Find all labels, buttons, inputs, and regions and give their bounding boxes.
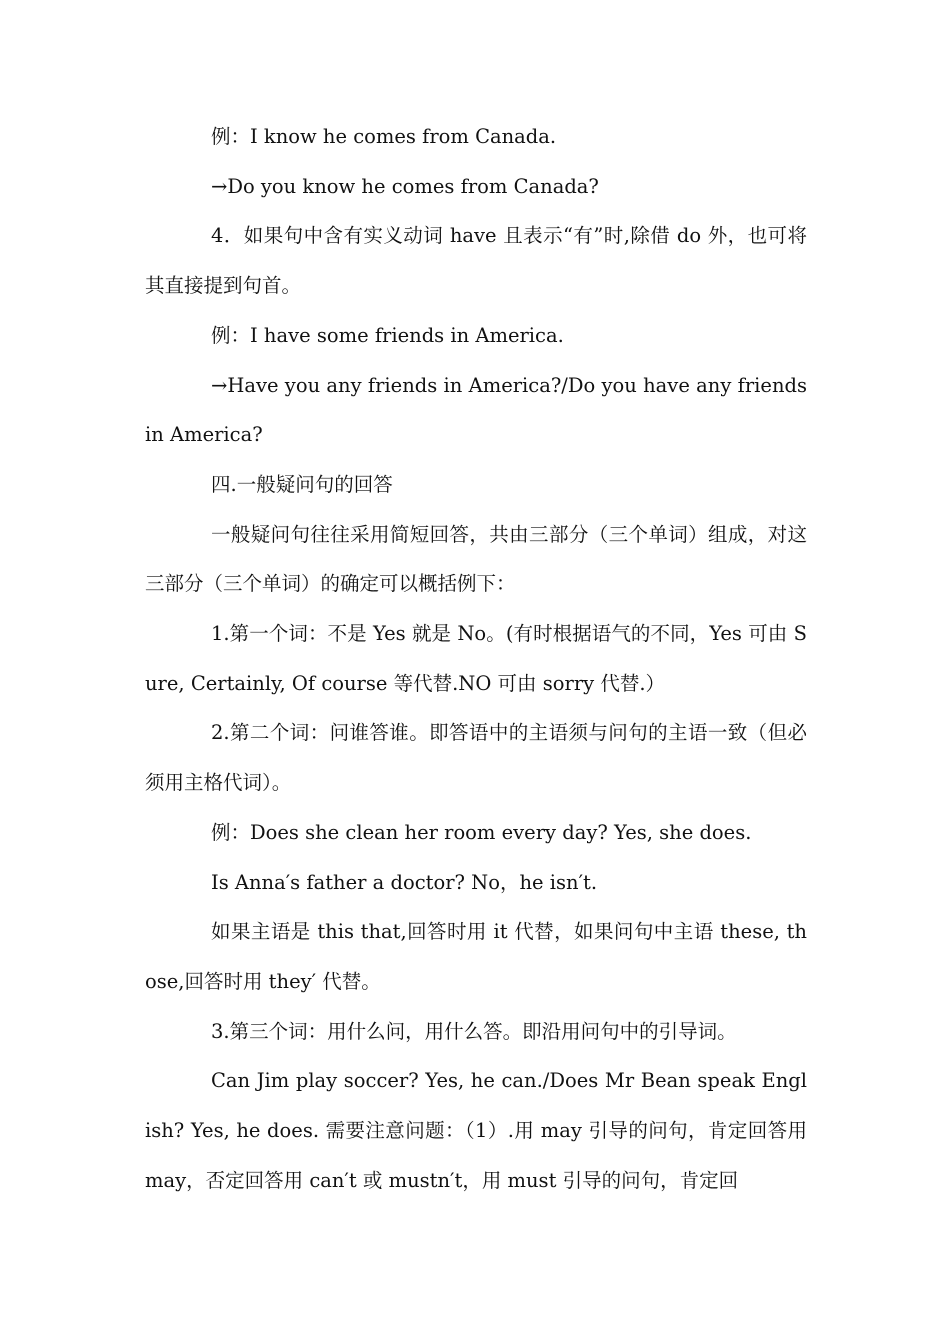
example-question-know-canada: →Do you know he comes from Canada? xyxy=(211,174,599,198)
rule-this-that-it: 如果主语是 this that,回答时用 it 代替，如果问句中主语 these, those,回答时用 they′ 代替。 xyxy=(145,920,807,993)
section-heading-answers: 四.一般疑问句的回答 xyxy=(211,472,393,496)
rule-first-word: 1.第一个词：不是 Yes 就是 No。(有时根据语气的不同，Yes 可由 Sure, Certainly, Of course 等代替.NO 可由 sorry 代替.） xyxy=(145,622,807,695)
example-anna-father: Is Anna′s father a doctor? No，he isn′t. xyxy=(211,870,598,894)
example-clean-room: 例：Does she clean her room every day? Yes, she does. xyxy=(211,820,752,844)
intro-short-answers: 一般疑问句往往采用简短回答，共由三部分（三个单词）组成，对这三部分（三个单词）的确定可以概括例下： xyxy=(145,522,807,596)
example-question-have-friends: →Have you any friends in America?/Do you have any friends in America? xyxy=(145,373,807,447)
rule-third-word: 3.第三个词：用什么问，用什么答。即沿用问句中的引导词。 xyxy=(211,1019,737,1043)
example-know-canada: 例：I know he comes from Canada. xyxy=(211,125,557,148)
rule-4-have: 4．如果句中含有实义动词 have 且表示“有”时,除借 do 外，也可将其直接提到句首。 xyxy=(145,224,807,298)
rule-second-word: 2.第二个词：问谁答谁。即答语中的主语须与问句的主语一致（但必须用主格代词）。 xyxy=(145,721,807,795)
example-jim-soccer: Can Jim play soccer? Yes, he can./Does Mr Bean speak English? Yes, he does. 需要注意问题：（1）.用 may 引导的问句，肯定回答用 may，否定回答用 can′t 或 mustn′t，用 must 引导的问句，肯定回 xyxy=(145,1069,807,1192)
example-have-friends: 例：I have some friends in America. xyxy=(211,323,564,347)
document-page xyxy=(145,112,807,1205)
